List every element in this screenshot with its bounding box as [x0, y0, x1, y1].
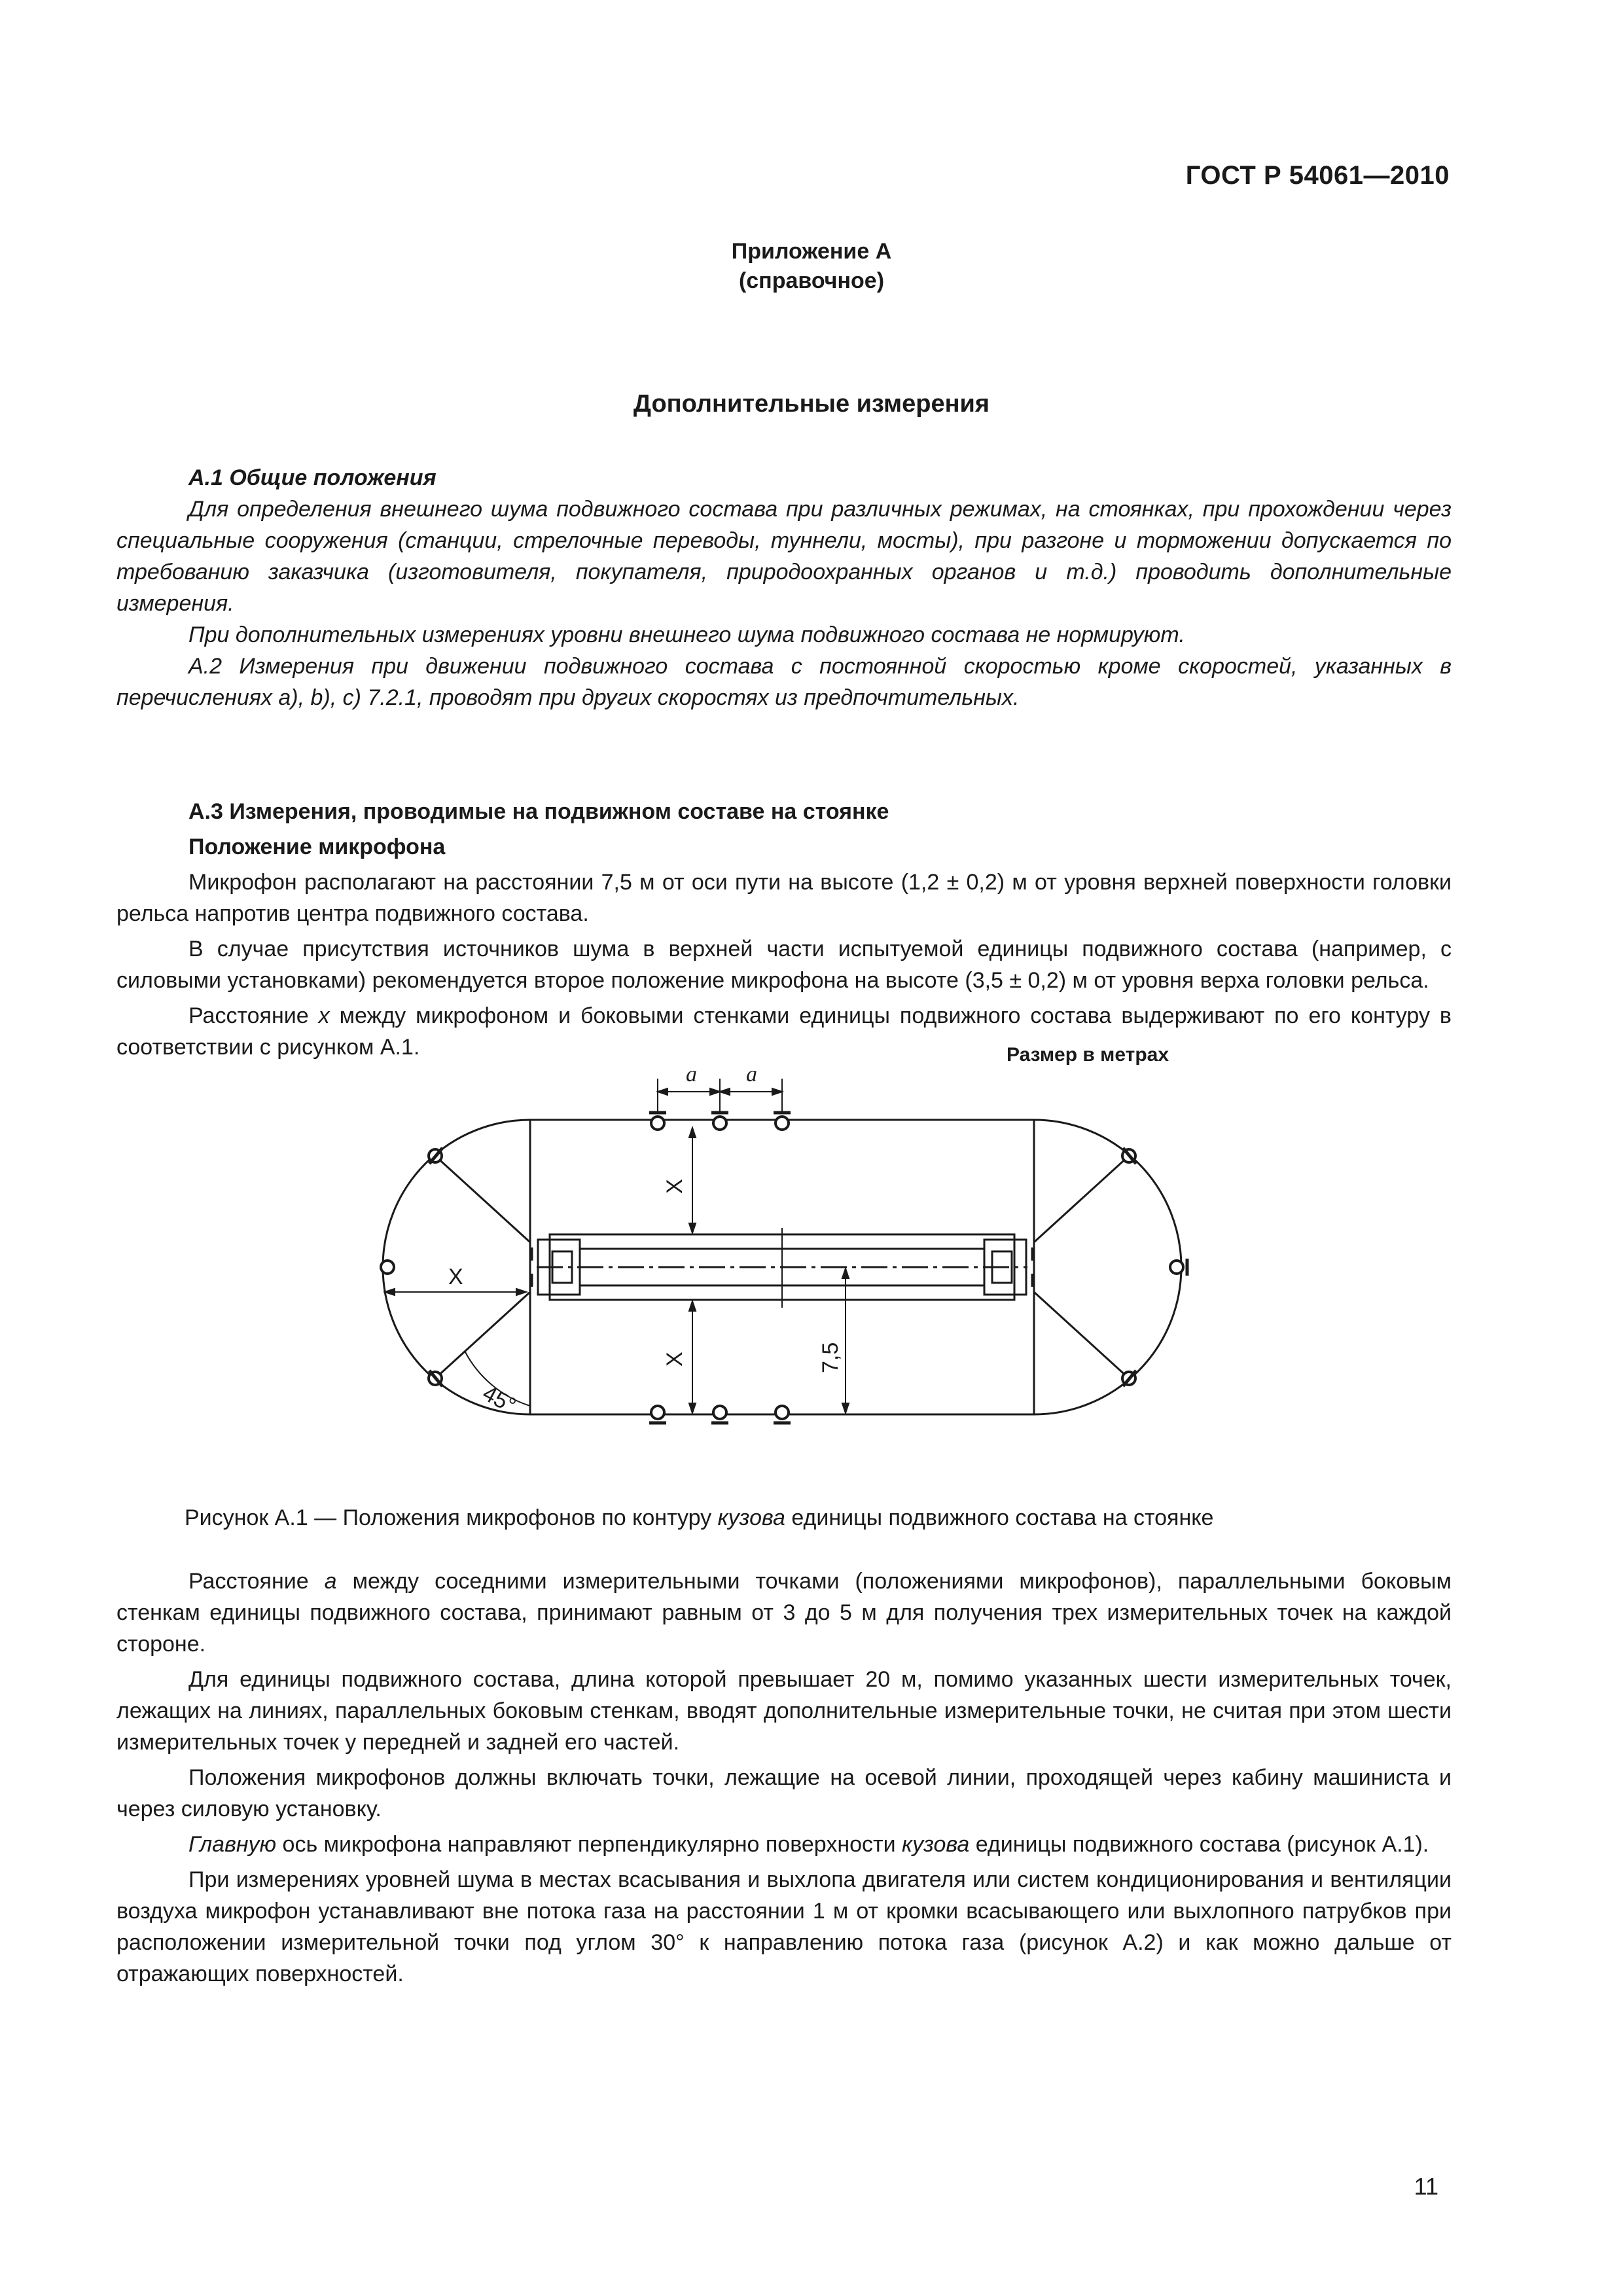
label-7-5: 7,5 [818, 1342, 843, 1373]
a3-paragraph-1: Микрофон располагают на расстоянии 7,5 м от оси пути на высоте (1,2 ± 0,2) м от уровня верхней поверхности головки рельса напротив центра подвижного состава. [116, 870, 1452, 926]
label-x-top: X [662, 1179, 687, 1194]
annex-type: (справочное) [738, 268, 885, 293]
after-paragraph-5: При измерениях уровней шума в местах всасывания и выхлопа двигателя или систем кондиционирования и вентиляции воздуха микрофон устанавливают вне потока газа на расстоянии 1 м от кромки всасывающего или выхлопного патрубков при расположении измерительной точки под углом 30° к направлению потока газа (рисунок А.2) и как можно дальше от отражающих поверхностей. [116, 1867, 1452, 1986]
microphone-icon [776, 1117, 789, 1130]
a3-paragraph-2: В случае присутствия источников шума в верхней части испытуемой единицы подвижного состава (например, с силовыми установками) рекомендуется второе положение микрофона на высоте (3,5 ± 0,2) м от уровня верха головки рельса. [116, 937, 1452, 993]
a1-paragraph-2: При дополнительных измерениях уровни внешнего шума подвижного состава не нормируют. [188, 622, 1185, 647]
a1-heading: А.1 Общие положения [188, 465, 437, 490]
annex-title: Приложение А [731, 239, 892, 264]
label-45-degrees: 45° [478, 1380, 520, 1419]
label-a-right: a [746, 1062, 757, 1086]
microphone-icon [651, 1117, 664, 1130]
section-a1 [116, 462, 1452, 713]
label-a-left: a [686, 1062, 697, 1086]
figure-caption: Рисунок А.1 — Положения микрофонов по контуру кузова единицы подвижного состава на стоянке [185, 1505, 1214, 1530]
microphone-layout-diagram [380, 1039, 1243, 1458]
a3-subheading: Положение микрофона [188, 834, 446, 859]
label-x-left: X [448, 1265, 463, 1289]
a1-paragraph-1: Для определения внешнего шума подвижного состава при различных режимах, на стоянках, при прохождении через специальные сооружения (станции, стрелочные переводы, туннели, мосты), при разгоне и торможении допускается по требованию заказчика (изготовителя, покупателя, природоохранных органов и т.д.) проводить дополнительные измерения. [116, 497, 1452, 616]
page-number: 11 [1414, 2173, 1438, 2200]
microphone-icon [713, 1406, 726, 1419]
microphone-icon [776, 1406, 789, 1419]
size-unit-label: Размер в метрах [1007, 1044, 1169, 1066]
a2-paragraph: А.2 Измерения при движении подвижного состава с постоянной скоростью кроме скоростей, указанных в перечислениях а), b), c) 7.2.1, проводят при других скоростях из предпочтительных. [116, 654, 1452, 710]
after-paragraph-4: Главную ось микрофона направляют перпендикулярно поверхности кузова единицы подвижного состава (рисунок А.1). [188, 1832, 1429, 1857]
after-paragraph-2: Для единицы подвижного состава, длина которой превышает 20 м, помимо указанных шести измерительных точек, лежащих на линиях, параллельных боковым стенкам, вводят дополнительные измерительные точки, не считая при этом шести измерительных точек у передней и задней его частей. [116, 1667, 1452, 1755]
document-code: ГОСТ Р 54061—2010 [1185, 161, 1450, 190]
diag-tr [1034, 1156, 1129, 1242]
a3-heading: А.3 Измерения, проводимые на подвижном составе на стоянке [188, 799, 889, 824]
diag-tl [435, 1156, 530, 1242]
microphone-icon [713, 1117, 726, 1130]
label-x-bottom: X [662, 1352, 687, 1367]
after-paragraph-1: Расстояние a между соседними измерительными точками (положениями микрофонов), параллельными боковым стенкам единицы подвижного состава, принимают равным от 3 до 5 м для получения трех измерительных точек на каждой стороне. [116, 1569, 1452, 1657]
section-title: Дополнительные измерения [633, 390, 990, 418]
microphone-icon [1170, 1261, 1183, 1274]
microphone-icon [651, 1406, 664, 1419]
section-a3 [116, 796, 1452, 1063]
diag-br [1034, 1292, 1129, 1378]
diag-bl [435, 1292, 530, 1378]
microphone-icon [381, 1261, 394, 1274]
after-paragraph-3: Положения микрофонов должны включать точки, лежащие на осевой линии, проходящей через кабину машиниста и через силовую установку. [116, 1765, 1452, 1821]
figure-a1 [380, 1039, 1243, 1458]
section-after-figure [116, 1566, 1452, 1990]
a3-paragraph-3: Расстояние x между микрофоном и боковыми стенками единицы подвижного состава выдерживают по его контуру в соответствии с рисунком А.1. [116, 1003, 1452, 1060]
